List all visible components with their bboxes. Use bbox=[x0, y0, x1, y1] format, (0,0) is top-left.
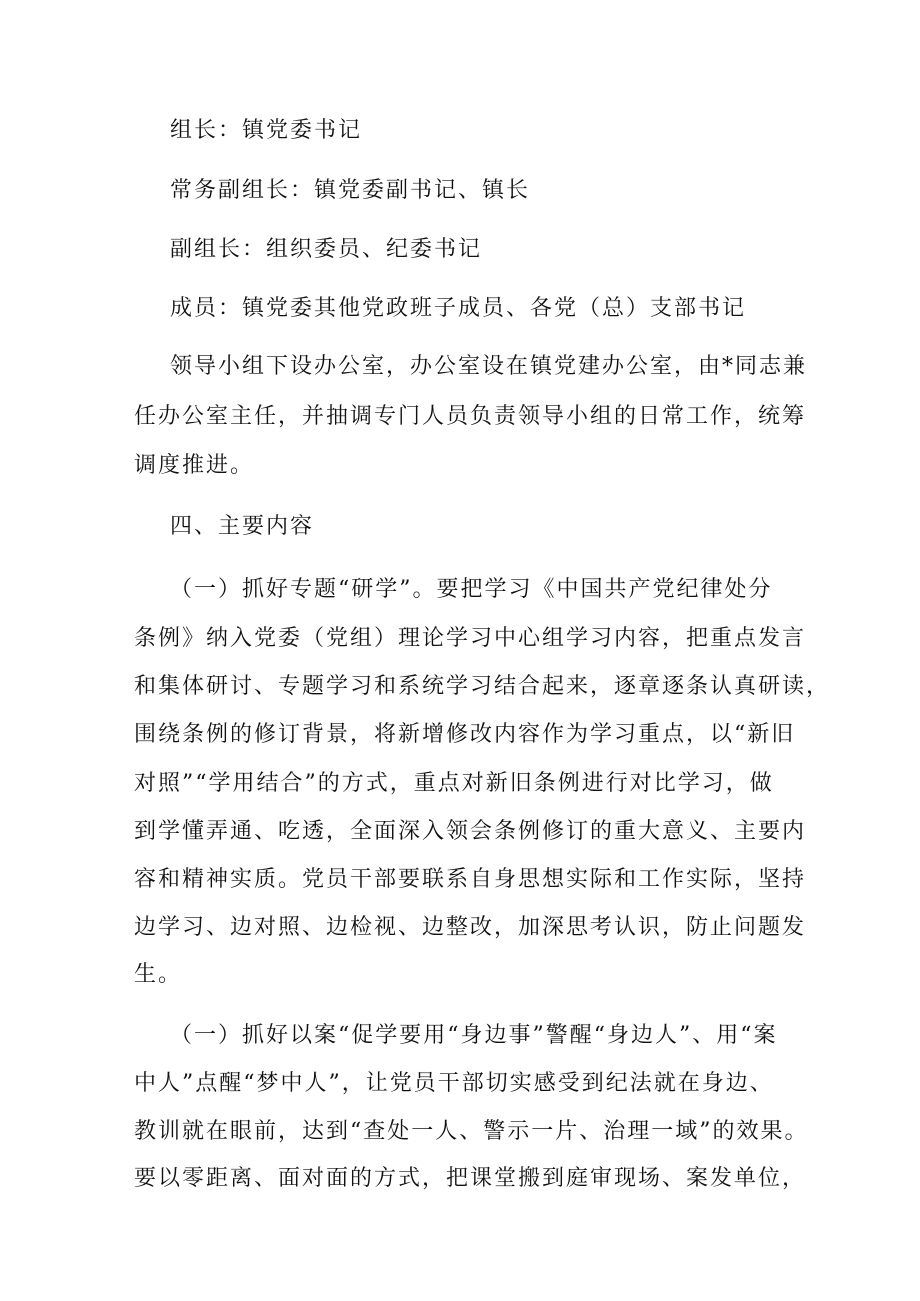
text-line: 要以零距离、面对面的方式，把课堂搬到庭审现场、案发单位， bbox=[134, 1166, 807, 1191]
text-line-deputy-leader: 副组长：组织委员、纪委书记 bbox=[170, 237, 483, 262]
section-heading: 四、主要内容 bbox=[170, 514, 315, 539]
text-line: 教训就在眼前，达到“查处一人、警示一片、治理一域”的效果。 bbox=[134, 1119, 809, 1144]
text-line: 生。 bbox=[134, 962, 183, 987]
text-line: 对照”“学用结合”的方式，重点对新旧条例进行对比学习，做 bbox=[134, 771, 774, 796]
text-line: 任办公室主任，并抽调专门人员负责领导小组的日常工作，统筹 bbox=[134, 404, 807, 429]
text-line: 和集体研讨、专题学习和系统学习结合起来，逐章逐条认真研读， bbox=[134, 674, 831, 699]
text-line: 围绕条例的修订背景，将新增修改内容作为学习重点，以“新旧 bbox=[134, 722, 796, 747]
text-line: 容和精神实质。党员干部要联系自身思想实际和工作实际，坚持 bbox=[134, 867, 807, 892]
text-line: （一）抓好以案“促学要用“身边事”警醒“身边人”、用“案 bbox=[170, 1023, 778, 1048]
text-line-executive-deputy-leader: 常务副组长：镇党委副书记、镇长 bbox=[170, 178, 531, 203]
text-line: 领导小组下设办公室，办公室设在镇党建办公室，由*同志兼 bbox=[170, 354, 808, 379]
text-line: （一）抓好专题“研学”。要把学习《中国共产党纪律处分 bbox=[170, 577, 773, 602]
text-line: 到学懂弄通、吃透，全面深入领会条例修订的重大意义、主要内 bbox=[134, 819, 807, 844]
text-line-members: 成员：镇党委其他党政班子成员、各党（总）支部书记 bbox=[170, 296, 747, 321]
text-line: 边学习、边对照、边检视、边整改，加深思考认识，防止问题发 bbox=[134, 915, 807, 940]
text-line: 调度推进。 bbox=[134, 453, 255, 478]
text-line-leader: 组长：镇党委书记 bbox=[170, 118, 363, 143]
text-line: 条例》纳入党委（党组）理论学习中心组学习内容，把重点发言 bbox=[134, 626, 807, 651]
text-line: 中人”点醒“梦中人”，让党员干部切实感受到纪法就在身边、 bbox=[134, 1071, 774, 1096]
